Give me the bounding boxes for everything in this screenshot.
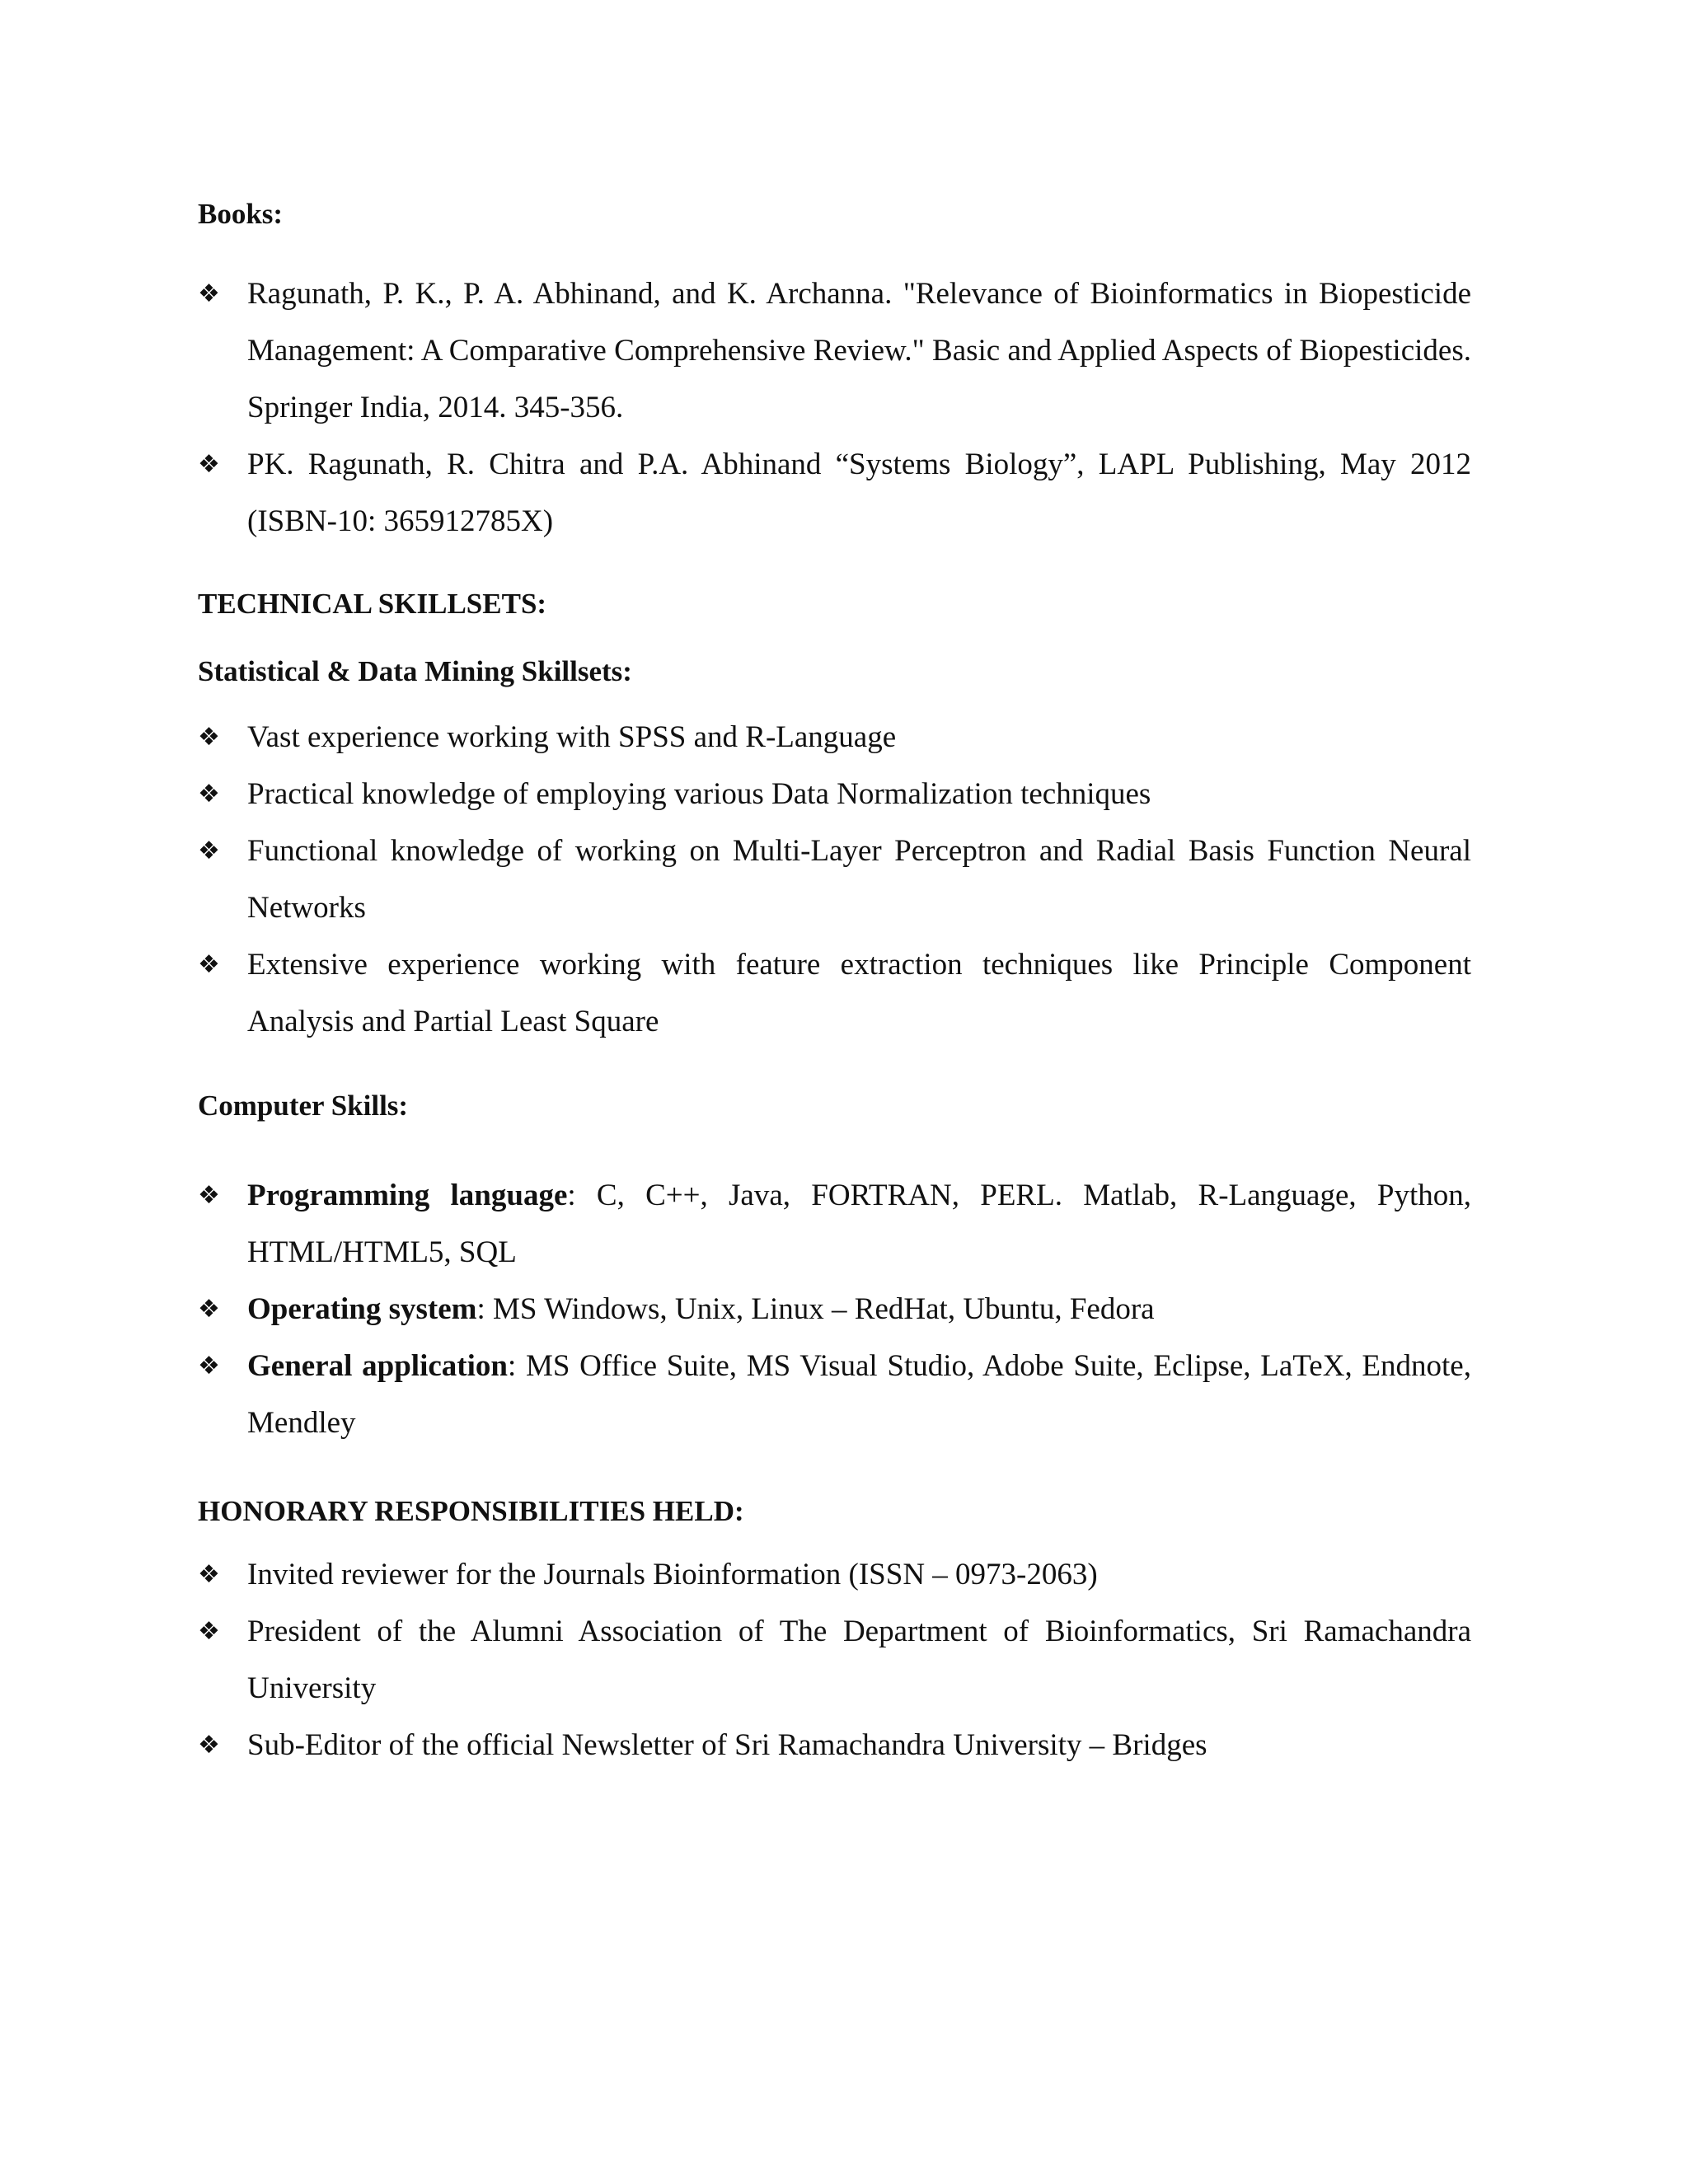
- computer-skills-list: [198, 1167, 1471, 1451]
- bullet-icon: ❖: [198, 1181, 220, 1210]
- skill-text: Functional knowledge of working on Multi-Layer Perceptron and Radial Basis Function Neural Networks: [247, 834, 1471, 925]
- bullet-icon: ❖: [198, 1295, 220, 1324]
- list-item: [198, 1603, 1471, 1717]
- bullet-icon: ❖: [198, 1560, 220, 1589]
- skill-label: Operating system: [247, 1292, 477, 1326]
- list-item: [198, 1717, 1471, 1774]
- list-item: [198, 1546, 1471, 1603]
- statistical-skills-list: [198, 709, 1471, 1050]
- honorary-responsibilities-heading: HONORARY RESPONSIBILITIES HELD:: [198, 1495, 744, 1527]
- responsibility-text: President of the Alumni Association of The Department of Bioinformatics, Sri Ramachandra University: [247, 1615, 1471, 1705]
- bullet-icon: ❖: [198, 723, 220, 752]
- list-item: [198, 1338, 1471, 1451]
- computer-skills-heading: Computer Skills:: [198, 1090, 409, 1122]
- book-citation: PK. Ragunath, R. Chitra and P.A. Abhinand “Systems Biology”, LAPL Publishing, May 2012 (ISBN-10: 365912785X): [247, 448, 1471, 538]
- bullet-icon: ❖: [198, 780, 220, 808]
- list-item: [198, 436, 1471, 550]
- list-item: [198, 1167, 1471, 1281]
- responsibility-text: Sub-Editor of the official Newsletter of Sri Ramachandra University – Bridges: [247, 1728, 1207, 1762]
- bullet-icon: ❖: [198, 450, 220, 479]
- bullet-icon: ❖: [198, 279, 220, 308]
- bullet-icon: ❖: [198, 1352, 220, 1380]
- skill-text: : MS Office Suite, MS Visual Studio, Adobe Suite, Eclipse, LaTeX, Endnote, Mendley: [247, 1349, 1471, 1440]
- skill-text: : MS Windows, Unix, Linux – RedHat, Ubuntu, Fedora: [476, 1292, 1155, 1326]
- statistical-skillsets-heading: Statistical & Data Mining Skillsets:: [198, 655, 632, 687]
- skill-text: : C, C++, Java, FORTRAN, PERL. Matlab, R-Language, Python, HTML/HTML5, SQL: [247, 1179, 1471, 1269]
- bullet-icon: ❖: [198, 837, 220, 865]
- skill-text: Extensive experience working with feature extraction techniques like Principle Component Analysis and Partial Least Square: [247, 948, 1471, 1038]
- list-item: [198, 1281, 1471, 1338]
- responsibility-text: Invited reviewer for the Journals Bioinformation (ISSN – 0973-2063): [247, 1558, 1098, 1591]
- books-heading: Books:: [198, 198, 284, 230]
- list-item: [198, 936, 1471, 1050]
- skill-text: Practical knowledge of employing various Data Normalization techniques: [247, 777, 1151, 811]
- list-item: [198, 265, 1471, 436]
- list-item: [198, 823, 1471, 936]
- honorary-list: [198, 1546, 1471, 1774]
- list-item: [198, 709, 1471, 766]
- bullet-icon: ❖: [198, 1617, 220, 1646]
- technical-skillsets-heading: TECHNICAL SKILLSETS:: [198, 588, 547, 620]
- skill-label: General application: [247, 1349, 508, 1383]
- book-citation: Ragunath, P. K., P. A. Abhinand, and K. Archanna. "Relevance of Bioinformatics in Biopesticide Management: A Comparative Comprehensive Review." Basic and Applied Aspects of Biopesticides. Springer India, 2014. 345-356.: [247, 277, 1471, 424]
- skill-label: Programming language: [247, 1179, 568, 1212]
- bullet-icon: ❖: [198, 1731, 220, 1760]
- skill-text: Vast experience working with SPSS and R-Language: [247, 720, 897, 754]
- list-item: [198, 766, 1471, 823]
- bullet-icon: ❖: [198, 950, 220, 979]
- books-list: [198, 265, 1471, 550]
